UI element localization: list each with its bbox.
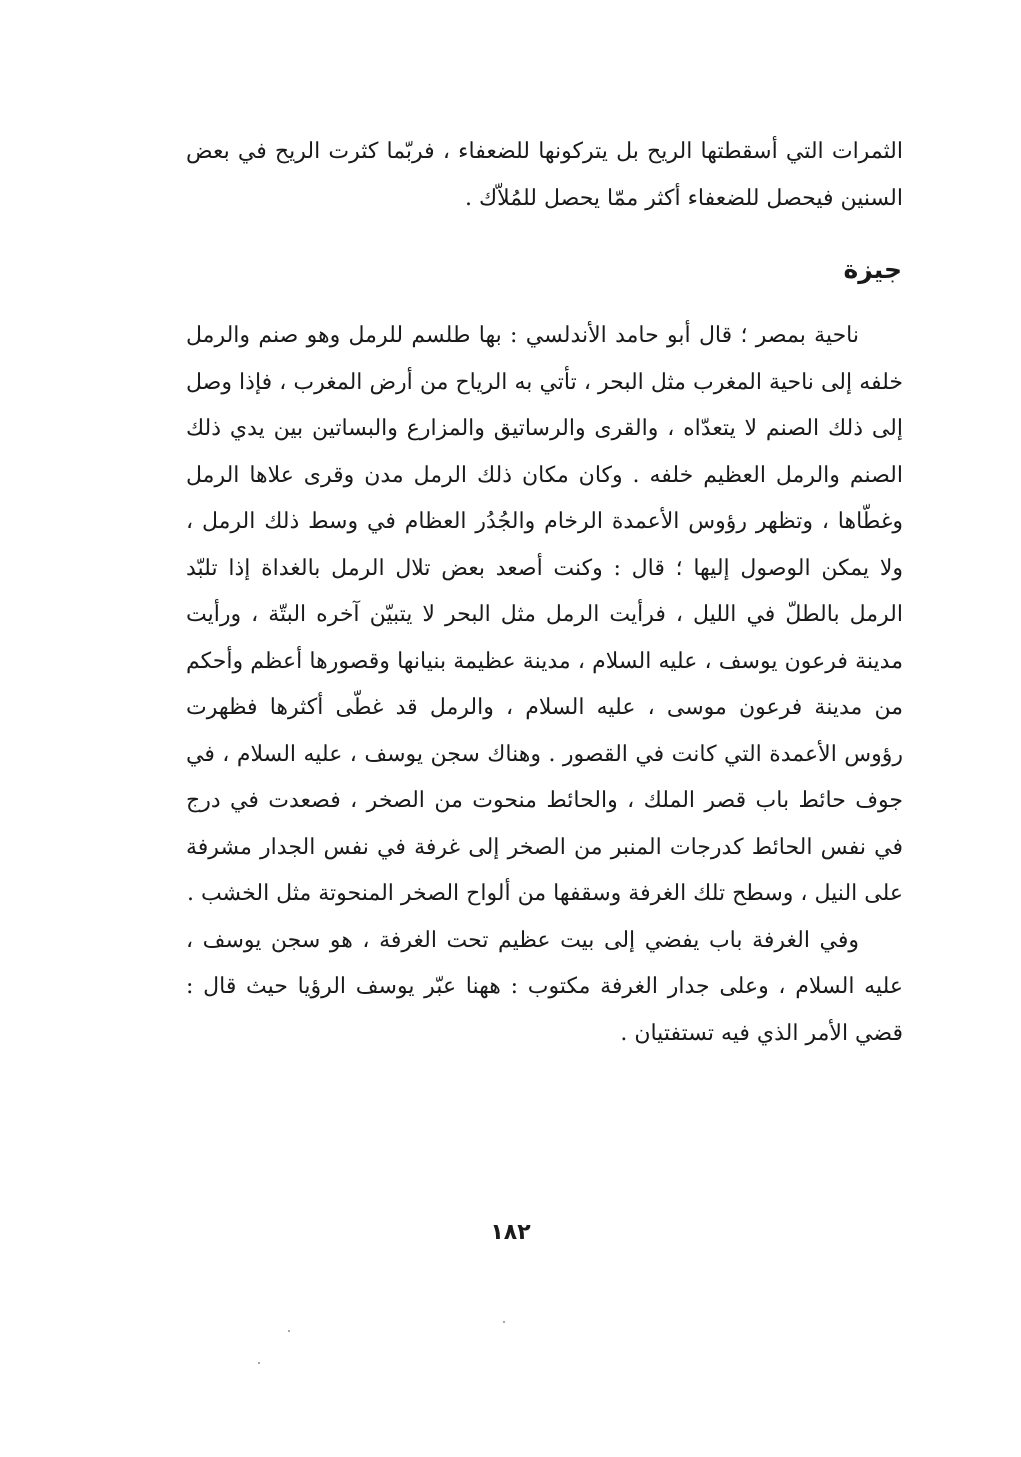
section-body [186, 313, 903, 1057]
scan-speck [288, 1330, 290, 1332]
body-paragraph: وفي الغرفة باب يفضي إلى بيت عظيم تحت الغرفة ، هو سجن يوسف ، عليه السلام ، وعلى جدار الغرفة مكتوب : ههنا عبّر يوسف الرؤيا حيث قال : قضي الأمر الذي فيه تستفتيان . [186, 927, 903, 1046]
intro-paragraph: الثمرات التي أسقطتها الريح بل يتركونها للضعفاء ، فربّما كثرت الريح في بعض السنين فيحصل للضعفاء أكثر ممّا يحصل للمُلاّك . [186, 139, 903, 211]
scan-speck [258, 1362, 260, 1364]
page-number: ١٨٢ [490, 1220, 531, 1245]
section-heading: جيزة [843, 255, 902, 284]
body-paragraph: ناحية بمصر ؛ قال أبو حامد الأندلسي : بها طلسم للرمل وهو صنم والرمل خلفه إلى ناحية المغرب مثل البحر ، تأتي به الرياح من أرض المغرب ، فإذا وصل إلى ذلك الصنم لا يتعدّاه ، والقرى والرساتيق والمزارع والبساتين بين يدي ذلك الصنم والرمل العظيم خلفه . وكان مكان ذلك الرمل مدن وقرى علاها الرمل وغطّاها ، وتظهر رؤوس الأعمدة الرخام والجُدُر العظام في وسط ذلك الرمل ، ولا يمكن الوصول إليها ؛ قال : وكنت أصعد بعض تلال الرمل بالغداة إذا تلبّد الرمل بالطلّ في الليل ، فرأيت الرمل مثل البحر لا يتبيّن آخره البتّة ، ورأيت مدينة فرعون يوسف ، عليه السلام ، مدينة عظيمة بنيانها وقصورها أعظم وأحكم من مدينة فرعون موسى ، عليه السلام ، والرمل قد غطّى أكثرها فظهرت رؤوس الأعمدة التي كانت في القصور . وهناك سجن يوسف ، عليه السلام ، في جوف حائط باب قصر الملك ، والحائط منحوت من الصخر ، فصعدت في درج في نفس الحائط كدرجات المنبر من الصخر إلى غرفة في نفس الجدار مشرفة على النيل ، وسطح تلك الغرفة وسقفها من ألواح الصخر المنحوتة مثل الخشب . [186, 323, 903, 906]
scan-speck [503, 1321, 505, 1323]
